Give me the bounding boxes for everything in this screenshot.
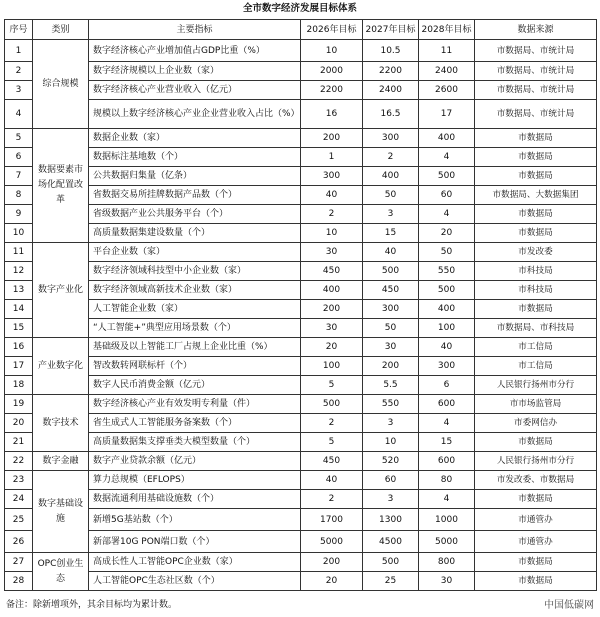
table-row: [5, 81, 597, 100]
row-number: 11: [5, 243, 33, 262]
target-2026-cell: 1: [301, 148, 363, 167]
table-row: [5, 62, 597, 81]
table-row: [5, 148, 597, 167]
category-cell: 数字基础设施: [33, 471, 89, 553]
source-cell: 人民银行扬州市分行: [475, 452, 597, 471]
table-row: [5, 100, 597, 129]
table-row: [5, 262, 597, 281]
target-2028-cell: 30: [419, 572, 475, 591]
source-cell: 市数据局: [475, 224, 597, 243]
row-number: 24: [5, 490, 33, 509]
table-row: [5, 572, 597, 591]
indicator-cell: 智改数转网联标杆（个）: [89, 357, 301, 376]
row-number: 9: [5, 205, 33, 224]
source-cell: 市通管办: [475, 531, 597, 553]
header-source: 数据来源: [475, 20, 597, 40]
row-number: 23: [5, 471, 33, 490]
footnote: 备注：除新增项外，其余目标均为累计数。: [6, 600, 178, 610]
source-cell: 市数据局: [475, 205, 597, 224]
target-2027-cell: 200: [363, 357, 419, 376]
table-row: [5, 452, 597, 471]
target-2028-cell: 600: [419, 395, 475, 414]
source-cell: 市数据局: [475, 572, 597, 591]
row-number: 14: [5, 300, 33, 319]
row-number: 8: [5, 186, 33, 205]
watermark-text: 中国低碳网: [544, 600, 594, 611]
indicator-cell: 省数据交易所挂牌数据产品数（个）: [89, 186, 301, 205]
target-2027-cell: 450: [363, 281, 419, 300]
table-row: [5, 186, 597, 205]
row-number: 10: [5, 224, 33, 243]
indicator-cell: 新部署10G PON端口数（个）: [89, 531, 301, 553]
indicator-cell: 数字人民币消费金额（亿元）: [89, 376, 301, 395]
table-row: [5, 205, 597, 224]
row-number: 19: [5, 395, 33, 414]
target-2027-cell: 25: [363, 572, 419, 591]
target-2027-cell: 3: [363, 205, 419, 224]
header-indicator: 主要指标: [89, 20, 301, 40]
source-cell: 人民银行扬州市分行: [475, 376, 597, 395]
indicator-cell: 高质量数据集建设数量（个）: [89, 224, 301, 243]
target-2027-cell: 2200: [363, 62, 419, 81]
indicator-cell: 基础级及以上智能工厂占规上企业比重（%）: [89, 338, 301, 357]
header-category: 类别: [33, 20, 89, 40]
target-2028-cell: 4: [419, 414, 475, 433]
header-2026: 2026年目标: [301, 20, 363, 40]
row-number: 25: [5, 509, 33, 531]
target-2027-cell: 300: [363, 300, 419, 319]
target-2027-cell: 5.5: [363, 376, 419, 395]
target-2028-cell: 20: [419, 224, 475, 243]
target-2026-cell: 200: [301, 553, 363, 572]
source-cell: 市数据局: [475, 300, 597, 319]
table-row: [5, 471, 597, 490]
target-2026-cell: 5: [301, 433, 363, 452]
table-row: [5, 376, 597, 395]
source-cell: 市科技局: [475, 281, 597, 300]
target-2028-cell: 50: [419, 243, 475, 262]
table-row: [5, 433, 597, 452]
target-2026-cell: 450: [301, 452, 363, 471]
header-2027: 2027年目标: [363, 20, 419, 40]
goals-table: [4, 19, 597, 591]
target-2026-cell: 450: [301, 262, 363, 281]
target-2028-cell: 15: [419, 433, 475, 452]
source-cell: 市数据局、市统计局: [475, 100, 597, 129]
target-2028-cell: 500: [419, 281, 475, 300]
target-2027-cell: 1300: [363, 509, 419, 531]
source-cell: 市数据局、市科技局: [475, 319, 597, 338]
target-2026-cell: 2000: [301, 62, 363, 81]
target-2028-cell: 400: [419, 300, 475, 319]
indicator-cell: 高质量数据集支撑垂类大模型数量（个）: [89, 433, 301, 452]
row-number: 4: [5, 100, 33, 129]
indicator-cell: “人工智能+”典型应用场景数（个）: [89, 319, 301, 338]
source-cell: 市数据局、大数据集团: [475, 186, 597, 205]
source-cell: 市数据局: [475, 433, 597, 452]
table-row: [5, 40, 597, 62]
source-cell: 市数据局、市统计局: [475, 62, 597, 81]
target-2027-cell: 4500: [363, 531, 419, 553]
row-number: 2: [5, 62, 33, 81]
target-2026-cell: 16: [301, 100, 363, 129]
source-cell: 市数据局、市统计局: [475, 81, 597, 100]
target-2028-cell: 17: [419, 100, 475, 129]
row-number: 7: [5, 167, 33, 186]
indicator-cell: 人工智能OPC生态社区数（个）: [89, 572, 301, 591]
indicator-cell: 数字经济核心产业营业收入（亿元）: [89, 81, 301, 100]
target-2027-cell: 500: [363, 262, 419, 281]
target-2026-cell: 40: [301, 186, 363, 205]
target-2028-cell: 500: [419, 167, 475, 186]
target-2026-cell: 500: [301, 395, 363, 414]
source-cell: 市数据局: [475, 553, 597, 572]
indicator-cell: 数字经济核心产业增加值占GDP比重（%）: [89, 40, 301, 62]
source-cell: 市数据局、市统计局: [475, 40, 597, 62]
target-2027-cell: 50: [363, 186, 419, 205]
source-cell: 市委网信办: [475, 414, 597, 433]
indicator-cell: 数字经济核心产业有效发明专利量（件）: [89, 395, 301, 414]
target-2028-cell: 5000: [419, 531, 475, 553]
target-2028-cell: 300: [419, 357, 475, 376]
target-2026-cell: 2: [301, 205, 363, 224]
target-2026-cell: 5: [301, 376, 363, 395]
source-cell: 市发改委: [475, 243, 597, 262]
table-row: [5, 300, 597, 319]
target-2026-cell: 10: [301, 224, 363, 243]
target-2026-cell: 30: [301, 243, 363, 262]
category-cell: OPC创业生态: [33, 553, 89, 591]
indicator-cell: 数字产业贷款余额（亿元）: [89, 452, 301, 471]
category-cell: 综合规模: [33, 40, 89, 129]
row-number: 3: [5, 81, 33, 100]
target-2027-cell: 500: [363, 553, 419, 572]
category-cell: 产业数字化: [33, 338, 89, 395]
category-cell: 数字技术: [33, 395, 89, 452]
target-2028-cell: 600: [419, 452, 475, 471]
target-2026-cell: 2: [301, 414, 363, 433]
indicator-cell: 算力总规模（EFLOPS）: [89, 471, 301, 490]
target-2027-cell: 400: [363, 167, 419, 186]
row-number: 22: [5, 452, 33, 471]
row-number: 27: [5, 553, 33, 572]
target-2027-cell: 2: [363, 148, 419, 167]
source-cell: 市数据局: [475, 167, 597, 186]
indicator-cell: 数字经济领域高新技术企业数（家）: [89, 281, 301, 300]
indicator-cell: 数字经济规模以上企业数（家）: [89, 62, 301, 81]
row-number: 13: [5, 281, 33, 300]
target-2026-cell: 300: [301, 167, 363, 186]
target-2027-cell: 30: [363, 338, 419, 357]
table-row: [5, 224, 597, 243]
target-2027-cell: 550: [363, 395, 419, 414]
target-2028-cell: 6: [419, 376, 475, 395]
source-cell: 市发改委、市数据局: [475, 471, 597, 490]
target-2027-cell: 520: [363, 452, 419, 471]
indicator-cell: 高成长性人工智能OPC企业数（家）: [89, 553, 301, 572]
table-row: [5, 129, 597, 148]
target-2026-cell: 200: [301, 300, 363, 319]
indicator-cell: 省级数据产业公共服务平台（个）: [89, 205, 301, 224]
target-2028-cell: 400: [419, 129, 475, 148]
category-cell: 数字产业化: [33, 243, 89, 338]
indicator-cell: 数据流通利用基础设施数（个）: [89, 490, 301, 509]
target-2028-cell: 800: [419, 553, 475, 572]
target-2026-cell: 200: [301, 129, 363, 148]
table-row: [5, 319, 597, 338]
header-row: [5, 20, 597, 40]
target-2026-cell: 400: [301, 281, 363, 300]
indicator-cell: 省生成式人工智能服务备案数（个）: [89, 414, 301, 433]
category-cell: 数据要素市场化配置改革: [33, 129, 89, 243]
table-row: [5, 531, 597, 553]
target-2028-cell: 4: [419, 205, 475, 224]
target-2027-cell: 60: [363, 471, 419, 490]
indicator-cell: 平台企业数（家）: [89, 243, 301, 262]
target-2028-cell: 4: [419, 148, 475, 167]
target-2026-cell: 2: [301, 490, 363, 509]
target-2026-cell: 2200: [301, 81, 363, 100]
source-cell: 市数据局: [475, 490, 597, 509]
table-body: [5, 40, 597, 591]
target-2028-cell: 60: [419, 186, 475, 205]
target-2027-cell: 10: [363, 433, 419, 452]
target-2027-cell: 40: [363, 243, 419, 262]
target-2027-cell: 16.5: [363, 100, 419, 129]
source-cell: 市数据局: [475, 148, 597, 167]
source-cell: 市数据局: [475, 129, 597, 148]
table-row: [5, 414, 597, 433]
indicator-cell: 数据标注基地数（个）: [89, 148, 301, 167]
target-2027-cell: 300: [363, 129, 419, 148]
target-2026-cell: 20: [301, 338, 363, 357]
source-cell: 市工信局: [475, 338, 597, 357]
source-cell: 市工信局: [475, 357, 597, 376]
header-2028: 2028年目标: [419, 20, 475, 40]
indicator-cell: 新增5G基站数（个）: [89, 509, 301, 531]
row-number: 28: [5, 572, 33, 591]
target-2027-cell: 2400: [363, 81, 419, 100]
row-number: 18: [5, 376, 33, 395]
indicator-cell: 规模以上数字经济核心产业企业营业收入占比（%）: [89, 100, 301, 129]
target-2026-cell: 30: [301, 319, 363, 338]
indicator-cell: 公共数据归集量（亿条）: [89, 167, 301, 186]
target-2026-cell: 10: [301, 40, 363, 62]
target-2028-cell: 40: [419, 338, 475, 357]
target-2027-cell: 3: [363, 414, 419, 433]
indicator-cell: 数字经济领域科技型中小企业数（家）: [89, 262, 301, 281]
target-2026-cell: 5000: [301, 531, 363, 553]
table-row: [5, 357, 597, 376]
target-2027-cell: 3: [363, 490, 419, 509]
indicator-cell: 数据企业数（家）: [89, 129, 301, 148]
target-2026-cell: 20: [301, 572, 363, 591]
source-cell: 市科技局: [475, 262, 597, 281]
indicator-cell: 人工智能企业数（家）: [89, 300, 301, 319]
target-2026-cell: 1700: [301, 509, 363, 531]
row-number: 20: [5, 414, 33, 433]
row-number: 5: [5, 129, 33, 148]
target-2027-cell: 50: [363, 319, 419, 338]
table-row: [5, 395, 597, 414]
table-title: 全市数字经济发展目标体系: [242, 3, 357, 14]
target-2028-cell: 100: [419, 319, 475, 338]
table-row: [5, 490, 597, 509]
row-number: 17: [5, 357, 33, 376]
row-number: 16: [5, 338, 33, 357]
table-row: [5, 338, 597, 357]
table-row: [5, 553, 597, 572]
table-row: [5, 243, 597, 262]
target-2028-cell: 2400: [419, 62, 475, 81]
table-row: [5, 509, 597, 531]
target-2028-cell: 80: [419, 471, 475, 490]
row-number: 21: [5, 433, 33, 452]
target-2028-cell: 4: [419, 490, 475, 509]
target-2027-cell: 10.5: [363, 40, 419, 62]
row-number: 12: [5, 262, 33, 281]
target-2027-cell: 15: [363, 224, 419, 243]
table-row: [5, 167, 597, 186]
row-number: 6: [5, 148, 33, 167]
target-2028-cell: 2600: [419, 81, 475, 100]
row-number: 1: [5, 40, 33, 62]
row-number: 15: [5, 319, 33, 338]
category-cell: 数字金融: [33, 452, 89, 471]
target-2026-cell: 100: [301, 357, 363, 376]
target-2028-cell: 11: [419, 40, 475, 62]
row-number: 26: [5, 531, 33, 553]
source-cell: 市通管办: [475, 509, 597, 531]
source-cell: 市市场监管局: [475, 395, 597, 414]
target-2026-cell: 40: [301, 471, 363, 490]
target-2028-cell: 550: [419, 262, 475, 281]
table-row: [5, 281, 597, 300]
target-2028-cell: 1000: [419, 509, 475, 531]
header-no: 序号: [5, 20, 33, 40]
